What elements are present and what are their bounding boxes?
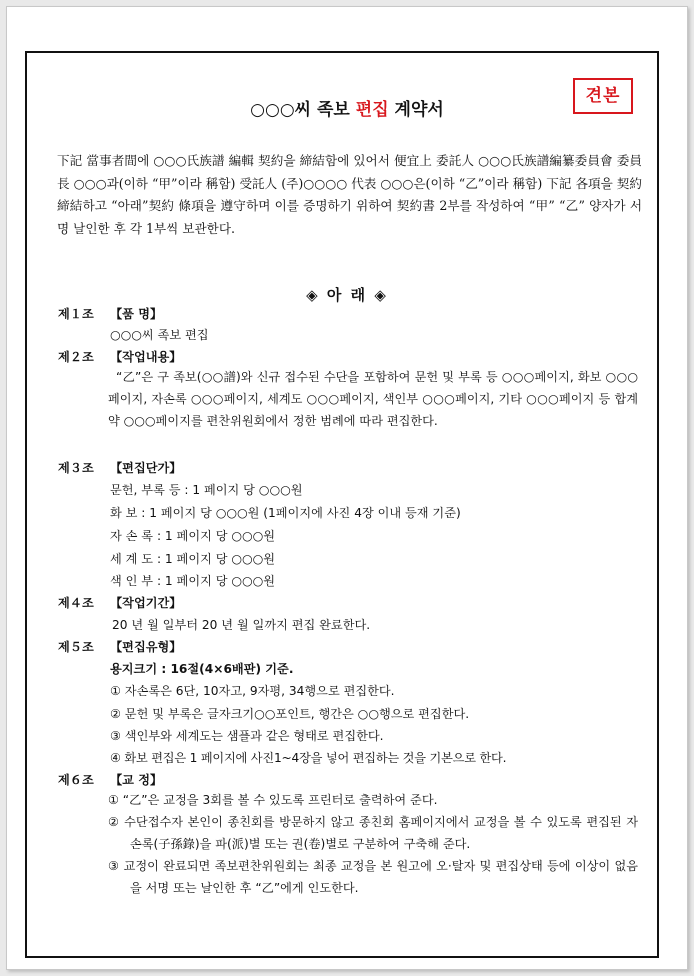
article-title: 【작업기간】 [110,596,182,610]
article-number: 제５조 [58,640,94,654]
paper-size-spec: 용지크기 : 16절(4×6배판) 기준. [110,662,294,676]
list-item: ① “乙”은 교정을 3회를 볼 수 있도록 프린터로 출력하여 준다. [108,793,438,807]
sample-stamp: 견본 [573,78,633,114]
list-item: ② 문헌 및 부록은 글자크기○○포인트, 행간은 ○○행으로 편집한다. [110,707,470,721]
price-line: 색 인 부 : 1 페이지 당 ○○○원 [110,574,276,588]
article-number: 제１조 [58,307,94,321]
article-1-heading [58,305,162,322]
list-item: ④ 화보 편집은 1 페이지에 사진1~4장을 넣어 편집하는 것을 기본으로 한다. [110,751,507,765]
price-line: 세 계 도 : 1 페이지 당 ○○○원 [110,552,276,566]
article-3-heading [58,459,181,476]
article-title: 【작업내용】 [110,350,182,364]
section-heading: ◈ 아 래 ◈ [306,286,388,304]
price-line: 문헌, 부록 등 : 1 페이지 당 ○○○원 [110,483,303,497]
list-item: ① 자손록은 6단, 10자고, 9자평, 34행으로 편집한다. [110,684,395,698]
article-title: 【품 명】 [110,307,163,321]
article-title: 【교 정】 [110,773,163,787]
title-suffix: 계약서 [388,100,444,120]
article-4-text: 20 년 월 일부터 20 년 월 일까지 편집 완료한다. [112,618,371,632]
article-2-text: “乙”은 구 족보(○○譜)와 신규 접수된 수단을 포함하여 문헌 및 부록 등 ○○○페이지, 화보 ○○○페이지, 자손록 ○○○페이지, 세계도 ○○○페이지, 색인부 ○○○페이지, 기타 ○○○페이지 등 합계 약 ○○○페이지를 편찬위원회에서 정한 범례에 따라 편집한다. [108,370,638,428]
article-number: 제６조 [58,773,94,787]
list-item: ③ 교정이 완료되면 족보편찬위원회는 최종 교정을 본 원고에 오·탈자 및 편집상태 등에 이상이 없음을 서명 또는 날인한 후 “乙”에게 인도한다. [108,859,638,895]
article-6-heading [58,771,162,788]
article-title: 【편집단가】 [110,461,182,475]
article-number: 제２조 [58,350,94,364]
intro-paragraph: 下記 當事者間에 ○○○氏族譜 編輯 契約을 締結함에 있어서 便宜上 委託人 ○○○氏族譜編纂委員會 委員長 ○○○과(이하 “甲”이라 稱함) 受託人 (주)○○○○ 代表 ○○○은(이하 “乙”이라 稱함) 下記 各項을 契約 締結하고 “아래”契約 條項을 遵守하며 이를 증명하기 위하여 契約書 2부를 작성하여 “甲” “乙” 양자가 서명 날인한 후 각 1부씩 보관한다. [57,153,642,236]
title-prefix: ○○○씨 족보 [250,100,356,120]
price-line: 화 보 : 1 페이지 당 ○○○원 (1페이지에 사진 4장 이내 등재 기준) [110,506,461,520]
article-4-heading [58,594,181,611]
article-number: 제４조 [58,596,94,610]
title-highlight: 편집 [355,100,389,120]
list-item: ② 수단접수자 본인이 종친회를 방문하지 않고 종친회 홈페이지에서 교정을 볼 수 있도록 편집된 자손록(子孫錄)을 파(派)별 또는 권(卷)별로 구분하여 구축해 준다. [108,815,638,851]
article-5-heading [58,638,181,655]
document-title [0,95,694,120]
article-2-heading [58,348,181,365]
article-title: 【편집유형】 [110,640,182,654]
list-item: ③ 색인부와 세계도는 샘플과 같은 형태로 편집한다. [110,729,384,743]
article-1-text: ○○○씨 족보 편집 [110,328,209,342]
article-number: 제３조 [58,461,94,475]
price-line: 자 손 록 : 1 페이지 당 ○○○원 [110,529,276,543]
